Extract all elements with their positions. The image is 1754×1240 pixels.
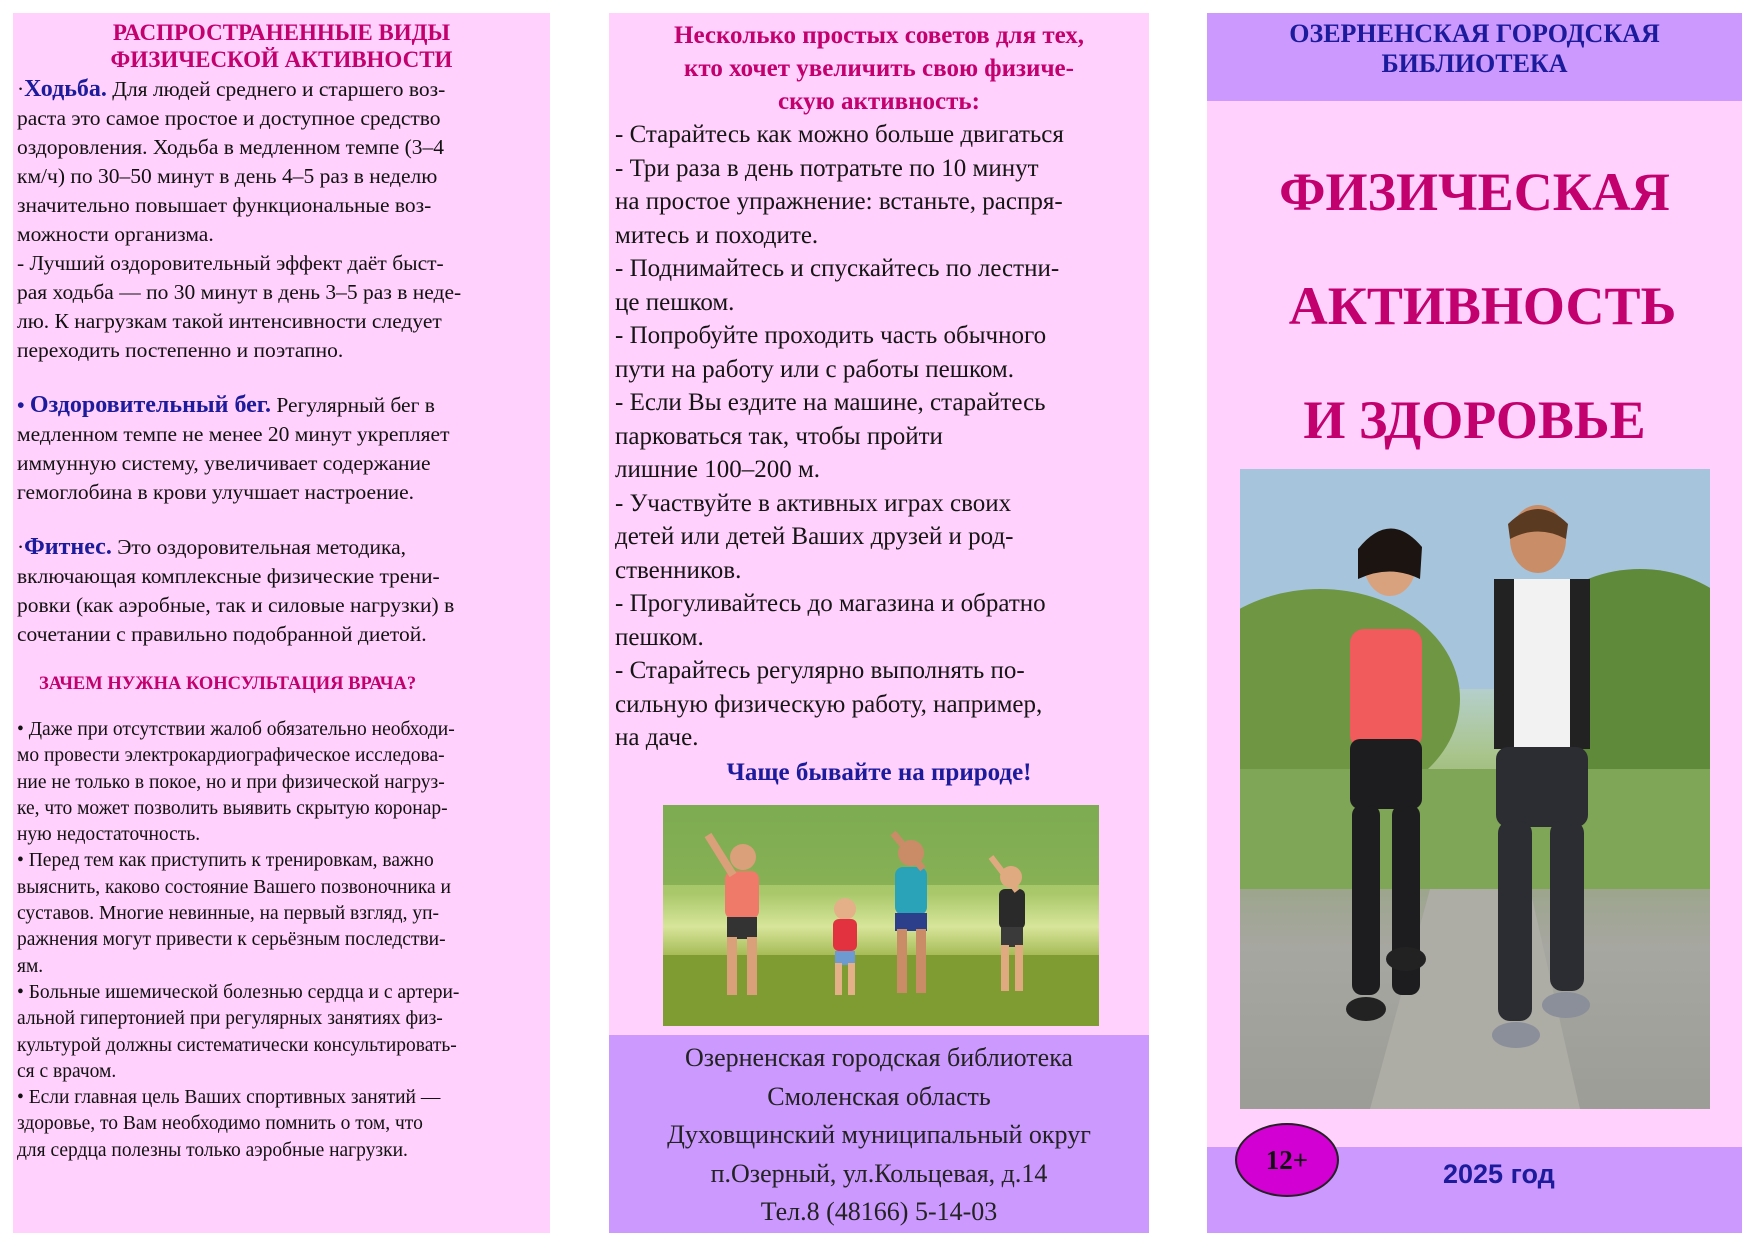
main-title-line-1: ФИЗИЧЕСКАЯ [1279, 162, 1670, 222]
family-exercise-photo [663, 805, 1099, 1026]
publication-year: 2025 год [1443, 1159, 1555, 1189]
left-panel [13, 13, 550, 1233]
library-name-header: ОЗЕРНЕНСКАЯ ГОРОДСКАЯ БИБЛИОТЕКА [1207, 13, 1742, 101]
doctor-consult-title: ЗАЧЕМ НУЖНА КОНСУЛЬТАЦИЯ ВРАЧА? [39, 674, 417, 694]
nature-slogan: Чаще бывайте на природе! [726, 758, 1032, 786]
main-title-line-2: АКТИВНОСТЬ [1288, 276, 1677, 336]
tips-title: Несколько простых советов для тех, кто хочет увеличить свою физиче- скую активность: [674, 22, 1084, 115]
fitness-lead: Фитнес. [24, 534, 112, 560]
middle-panel [609, 13, 1149, 1233]
tips-list: - Старайтесь как можно больше двигаться - Три раза в день потратьте по 10 минут на простое упражнение: встаньте, распря- митесь и походите. - Поднимайтесь и спускайтесь по лестни- це пешком. - Попробуйте проходить часть обычного пути на работу или с работы пешком. - Если Вы ездите на машине, старайтесь парковаться так, чтобы пройти лишние 100–200 м. - Участвуйте в активных играх своих детей или детей Ваших друзей и род- ственников. - Прогуливайтесь до магазина и обратно пешком. - Старайтесь регулярно выполнять по- сильную физическую работу, например, на даче. [615, 121, 1064, 751]
doctor-consult-section: • Даже при отсутствии жалоб обязательно необходи- мо провести электрокардиографическое исследова- ние не только в покое, но и при физической нагруз- ке, что может позволить выявить скрытую коронар- ную недостаточность. • Перед тем как приступить к тренировкам, важно выяснить, каково состояние Вашего позвоночника и суставов. Многие невинные, на первый взгляд, уп- ражнения могут привести к серьёзным последстви- ям. • Больные ишемической болезнью сердца и с артери- альной гипертонией при регулярных занятиях физ- культурой должны систематически консультировать- ся с врачом. • Если главная цель Ваших спортивных занятий — здоровье, то Вам необходимо помнить о том, что для сердца полезны только аэробные нагрузки. [17, 719, 460, 1161]
fitness-section: ·Фитнес. Это оздоровительная методика, включающая комплексные физические трени- ровки (как аэробные, так и силовые нагрузки) в сочетании с правильно подобранной диетой. [17, 534, 455, 646]
walking-section: ·Ходьба. Для людей среднего и старшего воз- раста это самое простое и доступное средство оздоровления. Ходьба в медленном темпе (3–4 км/ч) по 30–50 минут в день 4–5 раз в неделю значительно повышает функциональные воз- можности организма. - Лучший оздоровительный эффект даёт быст- рая ходьба — по 30 минут в день 3–5 раз в неде- лю. К нагрузкам такой интенсивности следует переходить постепенно и поэтапно. [17, 76, 462, 362]
library-address-block: Озерненская городская библиотека Смоленская область Духовщинский муниципальный округ п.Озерный, ул.Кольцевая, д.14 Тел.8 (48166) 5-14-03 [609, 1035, 1149, 1233]
main-title-line-3: И ЗДОРОВЬЕ [1303, 390, 1646, 450]
joggers-photo [1240, 469, 1710, 1109]
right-panel [1207, 13, 1742, 1233]
joggers-illustration [1240, 469, 1710, 1109]
running-section: • Оздоровительный бег. Регулярный бег в медленном темпе не менее 20 минут укрепляет иммунную систему, увеличивает содержание гемоглобина в крови улучшает настроение. [17, 392, 450, 504]
family-exercise-illustration [663, 805, 1099, 1026]
age-rating-badge: 12+ [1235, 1123, 1339, 1197]
library-phone: Тел.8 (48166) 5-14-03 [760, 1197, 998, 1226]
activity-types-title: РАСПРОСТРАНЕННЫЕ ВИДЫ ФИЗИЧЕСКОЙ АКТИВНОСТИ [110, 20, 453, 72]
walking-lead: Ходьба. [24, 76, 107, 102]
running-lead: Оздоровительный бег. [29, 392, 271, 418]
